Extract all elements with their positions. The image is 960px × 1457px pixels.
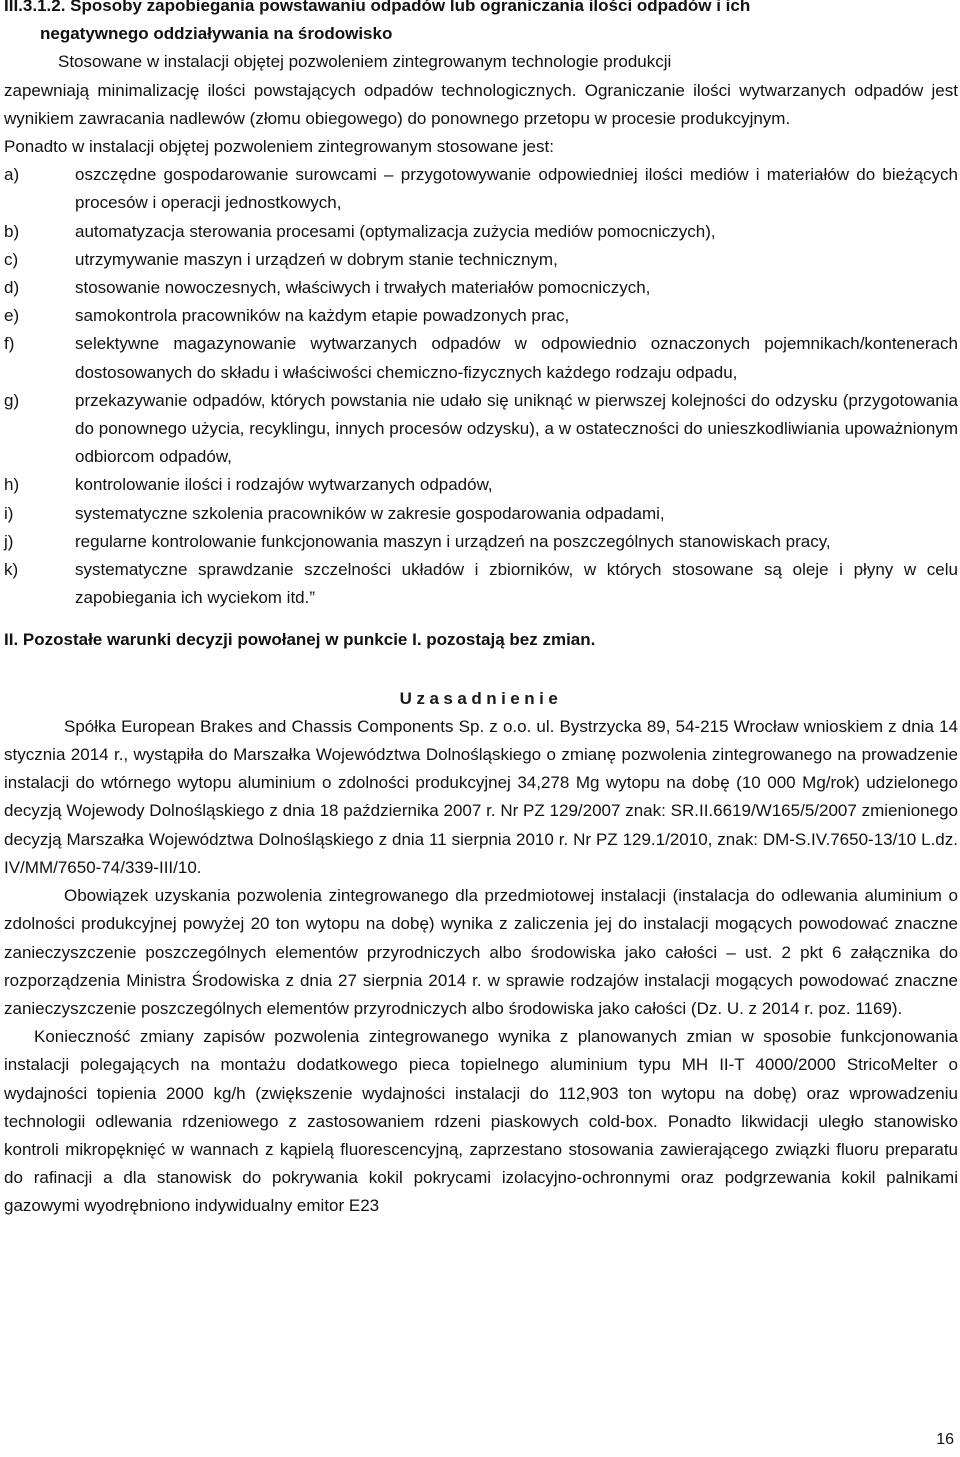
list-marker: d) (4, 278, 20, 298)
measures-list (4, 161, 958, 612)
list-text: samokontrola pracowników na każdym etapie powadzonych prac, (75, 306, 570, 326)
list-text: systematyczne szkolenia pracowników w zakresie gospodarowania odpadami, (75, 503, 665, 523)
list-text: selektywne magazynowanie wytwarzanych odpadów w odpowiednio oznaczonych pojemnikach/kontenerach dostosowanych do składu i właściwości chemiczno-fizycznych każdego rodzaju odpadu, (75, 334, 958, 382)
intro-first-line: Stosowane w instalacji objętej pozwoleniem zintegrowanym technologie produkcji (58, 52, 672, 72)
justification (4, 713, 958, 1221)
list-item (4, 274, 958, 302)
justification-paragraph: Obowiązek uzyskania pozwolenia zintegrowanego dla przedmiotowej instalacji (instalacja do odlewania aluminium o zdolności produkcyjnej powyżej 20 ton wytopu na dobę) wynika z zaliczenia jej do instalacji mogących powodować znaczne zanieczyszczenie poszczególnych elementów przyrodniczych albo środowiska jako całości – ust. 2 pkt 6 załącznika do rozporządzenia Ministra Środowiska z dnia 27 sierpnia 2014 r. w sprawie rodzajów instalacji mogących powodować znaczne zanieczyszczenie poszczególnych elementów przyrodniczych albo środowiska jako całości (Dz. U. z 2014 r. poz. 1169). (4, 886, 958, 1018)
intro-paragraph (4, 48, 958, 161)
list-marker: h) (4, 475, 20, 495)
section-ii: II. Pozostałe warunki decyzji powołanej w punkcie I. pozostają bez zmian. (4, 630, 596, 650)
justification-paragraph: Spółka European Brakes and Chassis Components Sp. z o.o. ul. Bystrzycka 89, 54-215 Wrocław wnioskiem z dnia 14 stycznia 2014 r., wystąpiła do Marszałka Województwa Dolnośląskiego o zmianę pozwolenia zintegrowanego na prowadzenie instalacji do wtórnego wytopu aluminium o zdolności produkcyjnej 34,278 Mg wytopu na dobę (10 000 Mg/rok) udzielonego decyzją Wojewody Dolnośląskiego z dnia 18 października 2007 r. Nr PZ 129/2007 znak: SR.II.6619/W165/5/2007 zmienionego decyzją Marszałka Województwa Dolnośląskiego z dnia 11 sierpnia 2010 r. Nr PZ 129.1/2010, znak: DM-S.IV.7650-13/10 L.dz. IV/MM/7650-74/339-III/10. (4, 716, 958, 877)
list-text: kontrolowanie ilości i rodzajów wytwarzanych odpadów, (75, 475, 493, 495)
list-marker: k) (4, 560, 19, 580)
intro-rest: zapewniają minimalizację ilości powstających odpadów technologicznych. Ograniczanie ilości wytwarzanych odpadów jest wynikiem zawracania nadlewów (złomu obiegowego) do ponownego przetopu w procesie produkcyjnym. (4, 80, 958, 128)
list-text: automatyzacja sterowania procesami (optymalizacja zużycia mediów pomocniczych), (75, 221, 716, 241)
list-marker: j) (4, 531, 14, 551)
list-text: regularne kontrolowanie funkcjonowania maszyn i urządzeń na poszczególnych stanowiskach pracy, (75, 531, 831, 551)
list-marker: c) (4, 249, 19, 269)
list-text: utrzymywanie maszyn i urządzeń w dobrym stanie technicznym, (75, 249, 558, 269)
list-item (4, 528, 958, 556)
list-item (4, 330, 958, 386)
section-heading (4, 0, 958, 48)
list-item (4, 471, 958, 499)
list-marker: e) (4, 306, 20, 326)
page-number: 16 (936, 1431, 954, 1448)
list-item (4, 302, 958, 330)
list-text: systematyczne sprawdzanie szczelności układów i zbiorników, w których stosowane są oleje i płyny w celu zapobiegania ich wyciekom itd.” (75, 560, 958, 608)
section-heading-line2: negatywnego oddziaływania na środowisko (40, 24, 393, 44)
list-item (4, 161, 958, 217)
list-item (4, 500, 958, 528)
intro-ponadto: Ponadto w instalacji objętej pozwoleniem zintegrowanym stosowane jest: (4, 137, 554, 157)
list-marker: f) (4, 334, 15, 354)
list-marker: b) (4, 221, 20, 241)
list-text: stosowanie nowoczesnych, właściwych i trwałych materiałów pomocniczych, (75, 278, 651, 298)
list-text: przekazywanie odpadów, których powstania nie udało się uniknąć w pierwszej kolejności do odzysku (przygotowania do ponownego użycia, recyklingu, innych procesów odzysku), a w ostateczności do unieszkodliwiania upoważnionym odbiorcom odpadów, (75, 390, 958, 467)
justification-paragraph: Konieczność zmiany zapisów pozwolenia zintegrowanego wynika z planowanych zmian w sposobie funkcjonowania instalacji polegających na montażu dodatkowego pieca topielnego aluminium typu MH II-T 4000/2000 StricoMelter o wydajności topienia 2000 kg/h (zwiększenie wydajności instalacji do 112,903 ton wytopu na dobę) oraz wprowadzeniu technologii odlewania rdzeniowego z zastosowaniem rdzeni piaskowych cold-box. Ponadto likwidacji uległo stanowisko kontroli mikropęknięć w wannach z kąpielą fluorescencyjną, zaprzestano stosowania zawierającego związki fluoru preparatu do rafinacji a dla stanowisk do pokrywania kokil pokrycami izolacyjno-ochronnymi oraz podgrzewania kokil palnikami gazowymi wyodrębniono indywidualny emitor E23 (4, 1027, 958, 1216)
list-marker: g) (4, 390, 20, 410)
list-item (4, 387, 958, 472)
list-item (4, 556, 958, 612)
uzasadnienie-title: Uzasadnienie (399, 688, 563, 708)
list-item (4, 246, 958, 274)
section-heading-line1: III.3.1.2. Sposoby zapobiegania powstawaniu odpadów lub ograniczania ilości odpadów i ich (4, 0, 751, 15)
list-marker: i) (4, 503, 14, 523)
list-marker: a) (4, 165, 20, 185)
list-text: oszczędne gospodarowanie surowcami – przygotowywanie odpowiedniej ilości mediów i materiałów do bieżących procesów i operacji jednostkowych, (75, 165, 958, 213)
list-item (4, 218, 958, 246)
